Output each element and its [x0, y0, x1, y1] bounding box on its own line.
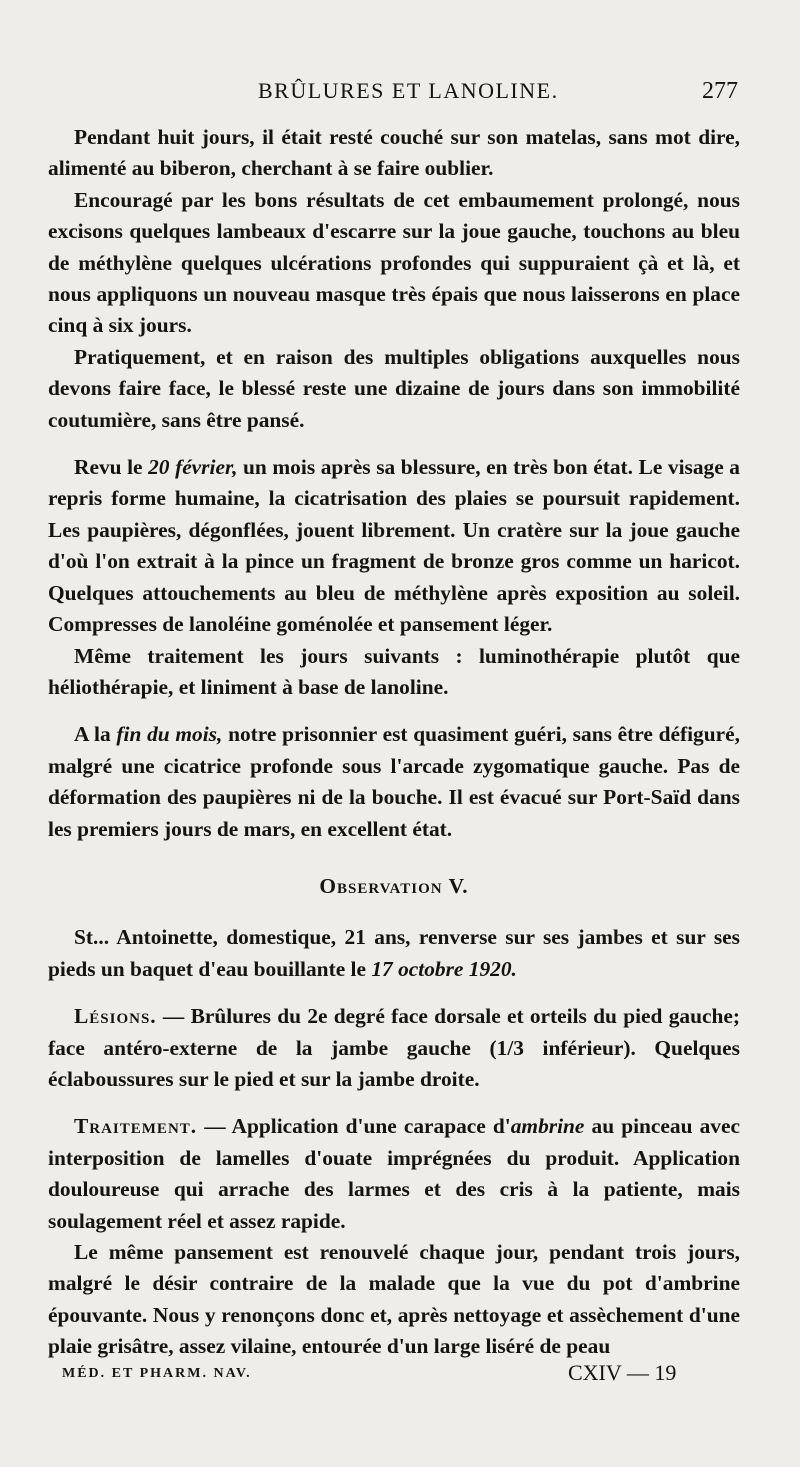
running-title: BRÛLURES ET LANOLINE.	[258, 78, 559, 103]
footer	[0, 1360, 800, 1390]
running-header	[0, 72, 800, 112]
paragraph: Pendant huit jours, il était resté couché sur son matelas, sans mot dire, alimenté au biberon, cherchant à se faire oublier.	[48, 125, 740, 181]
paragraph: Encouragé par les bons résultats de cet embaumement prolongé, nous excisons quelques lambeaux d'escarre sur la joue gauche, touchons au bleu de méthylène quelques ulcérations profondes qui suppuraient çà et là, et nous appliquons un nouveau masque très épais que nous laisserons en place cinq à six jours.	[48, 187, 740, 338]
case-date: 17 octobre 1920.	[371, 956, 517, 981]
date-emphasis: 20 février,	[148, 455, 238, 480]
paragraph: Pratiquement, et en raison des multiples obligations auxquelles nous devons faire face, le blessé reste une dizaine de jours dans son immobilité coutumière, sans être pansé.	[48, 344, 740, 432]
traitement-paragraph: Traitement. — Application d'une carapace d'ambrine au pinceau avec interposition de lamelles d'ouate imprégnées du produit. Application douloureuse qui arrache des larmes et des cris à la patiente, mais soulagement réel et assez rapide.	[48, 1114, 740, 1233]
phrase-emphasis: fin du mois,	[116, 722, 223, 747]
page-number: 277	[702, 78, 738, 104]
lesions-paragraph: Lésions. — Brûlures du 2e degré face dorsale et orteils du pied gauche; face antéro-externe de la jambe gauche (1/3 inférieur). Quelques éclaboussures sur le pied et sur la jambe droite.	[48, 1004, 740, 1091]
observation-heading: Observation V.	[319, 873, 469, 898]
ambrine-emphasis: ambrine	[510, 1114, 585, 1139]
paragraph: Le même pansement est renouvelé chaque jour, pendant trois jours, malgré le désir contraire de la malade que la vue du pot d'ambrine épouvante. Nous y renonçons donc et, après nettoyage et assèchement d'une plaie grisâtre, assez vilaine, entourée d'un large liséré de peau	[48, 1240, 740, 1359]
footer-signature: MÉD. ET PHARM. NAV.	[62, 1366, 252, 1381]
footer-sheet-mark: CXIV — 19	[568, 1360, 677, 1385]
body-text	[48, 122, 740, 1363]
paragraph: Revu le 20 février, un mois après sa blessure, en très bon état. Le visage a repris forme humaine, la cicatrisation des plaies se poursuit rapidement. Les paupières, dégonflées, jouent librement. Un cratère sur la joue gauche d'où l'on extrait à la pince un fragment de bronze gros comme un haricot. Quelques attouchements au bleu de méthylène après exposition au soleil. Compresses de lanoléine goménolée et pansement léger.	[48, 455, 740, 637]
lesions-label: Lésions.	[74, 1004, 157, 1029]
case-paragraph: St... Antoinette, domestique, 21 ans, renverse sur ses jambes et sur ses pieds un baquet d'eau bouillante le 17 octobre 1920.	[48, 925, 740, 981]
paragraph: A la fin du mois, notre prisonnier est quasiment guéri, sans être défiguré, malgré une cicatrice profonde sous l'arcade zygomatique gauche. Pas de déformation des paupières ni de la bouche. Il est évacué sur Port-Saïd dans les premiers jours de mars, en excellent état.	[48, 722, 740, 841]
paragraph: Même traitement les jours suivants : luminothérapie plutôt que héliothérapie, et liniment à base de lanoline.	[48, 643, 740, 699]
traitement-label: Traitement.	[74, 1114, 198, 1139]
